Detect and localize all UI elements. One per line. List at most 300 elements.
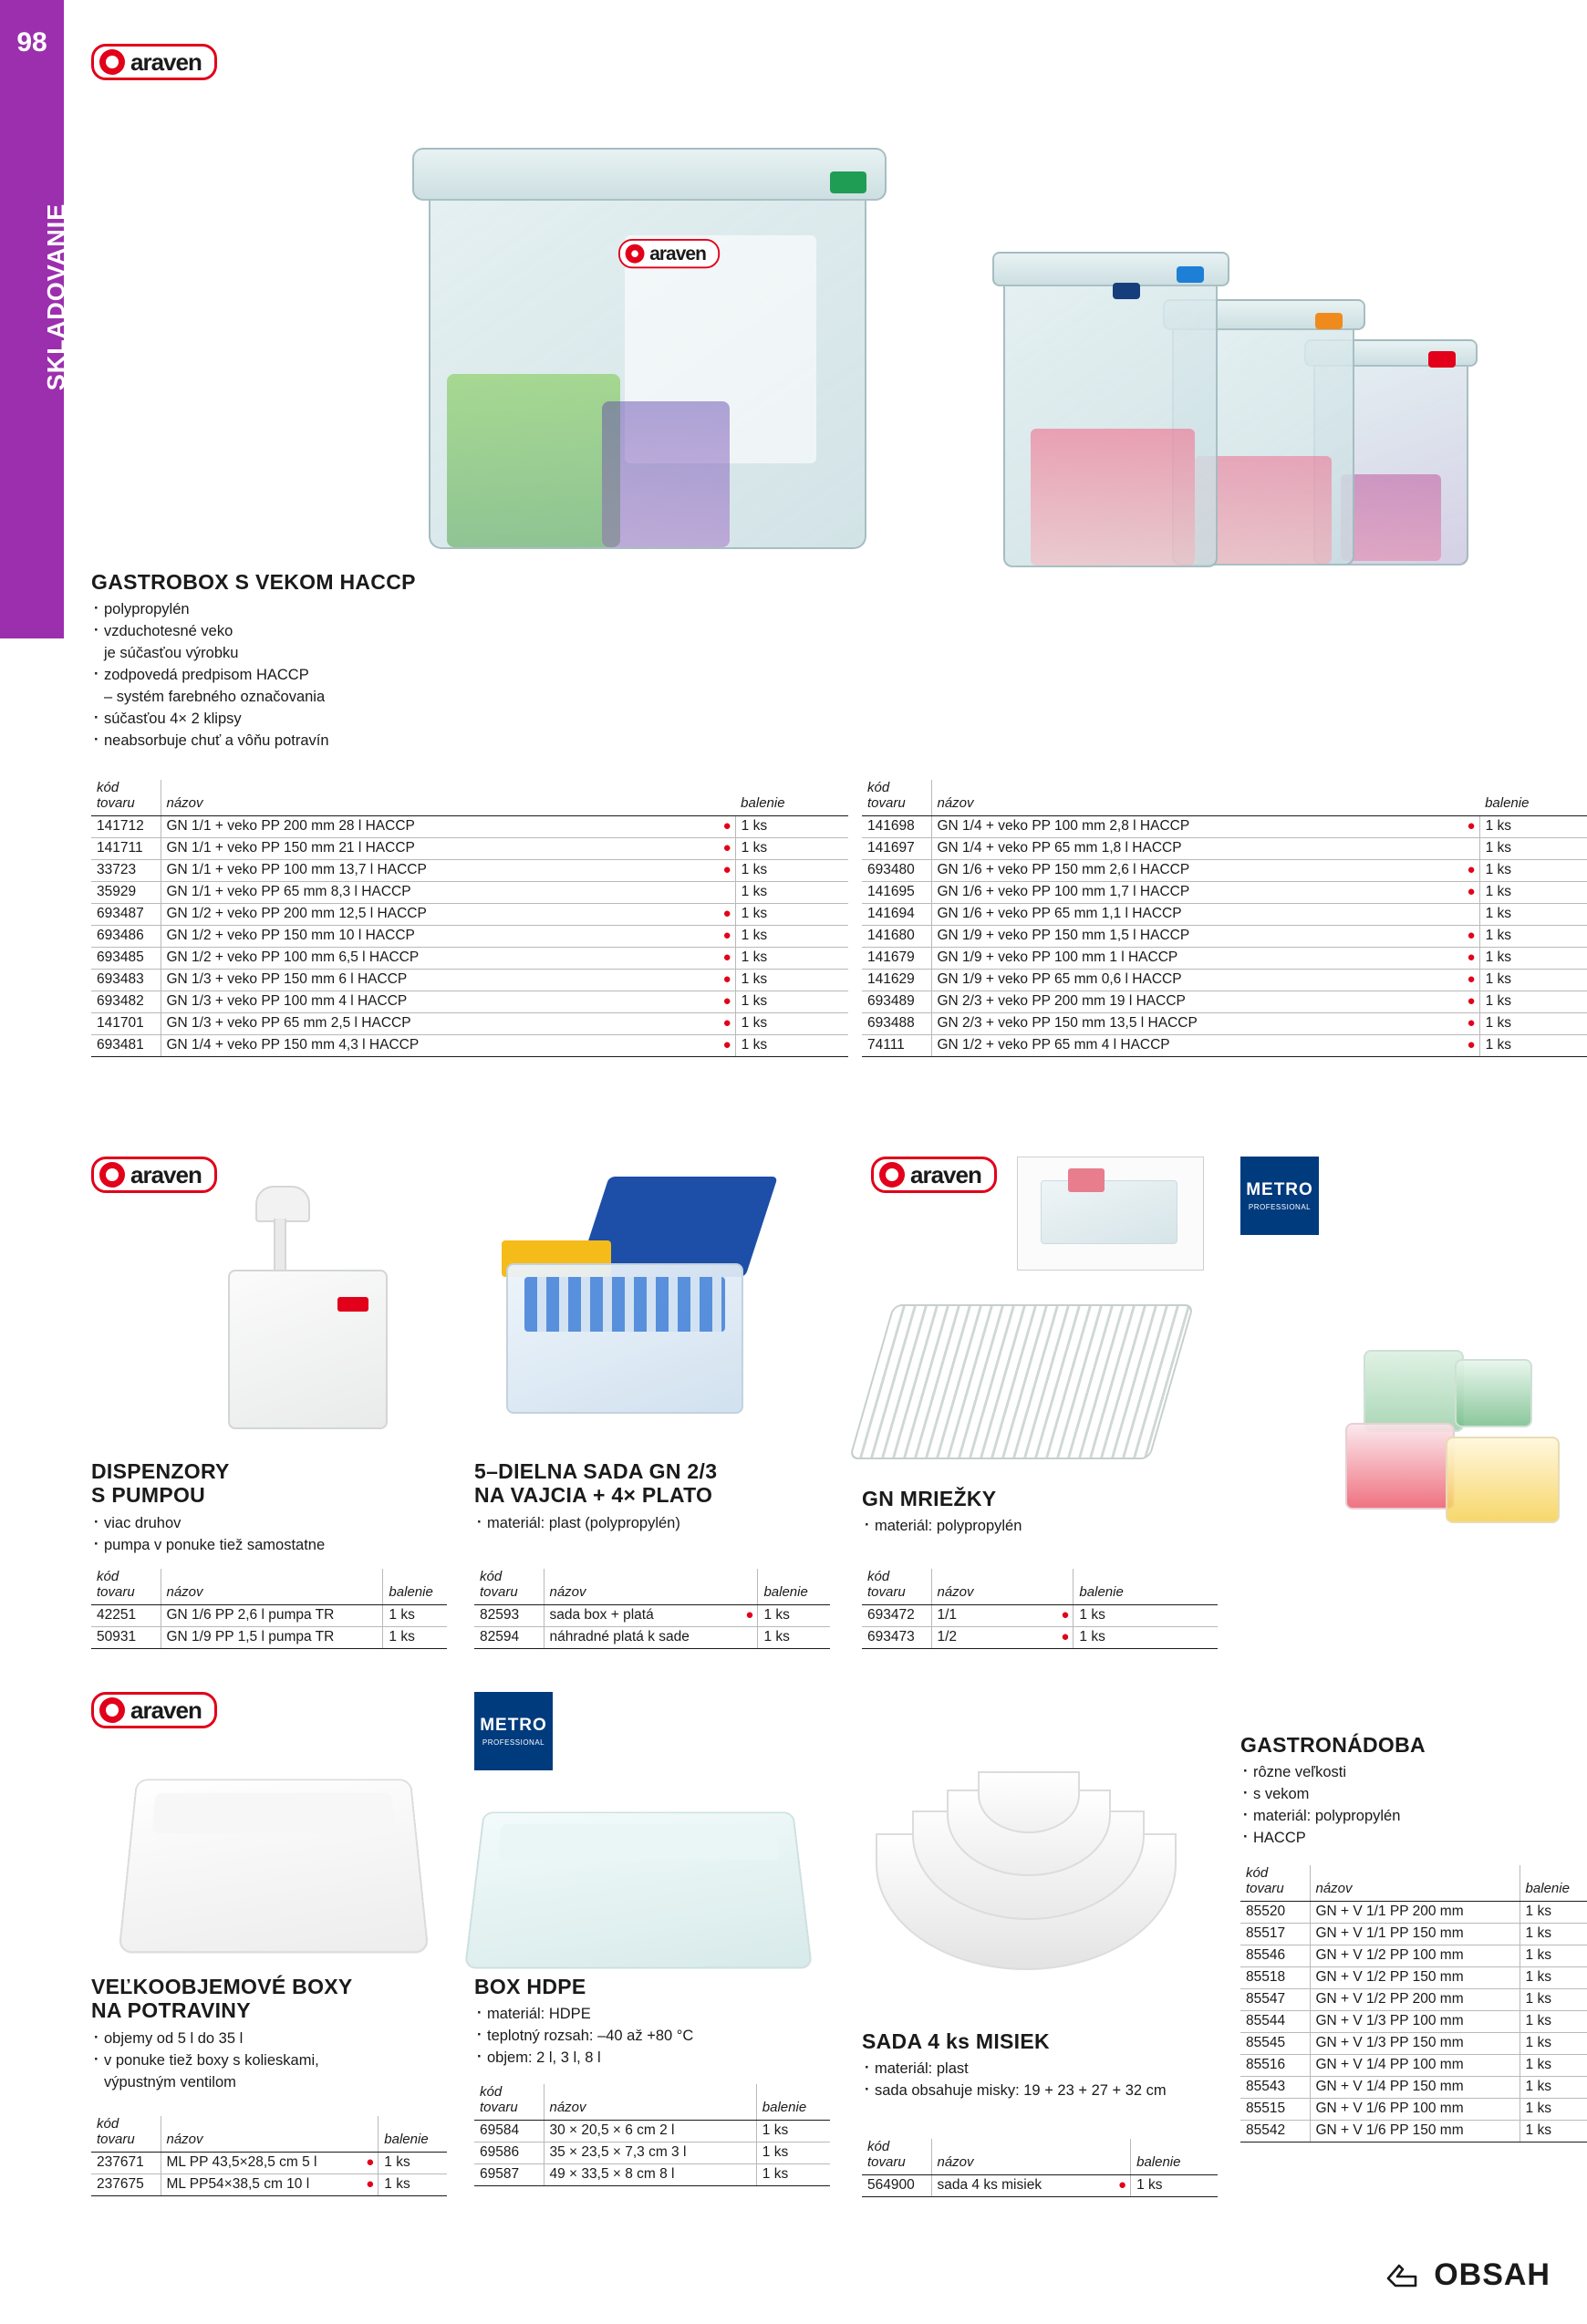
section-tab [0, 0, 70, 638]
cell-marker: ● [1462, 1012, 1480, 1034]
bullet: · materiál: plast (polypropylén) [474, 1513, 784, 1535]
table-row [1240, 2076, 1587, 2098]
velkoobjemove-info [91, 1975, 401, 2094]
cell-marker [1462, 903, 1480, 925]
gastronadoba-info [1240, 1733, 1560, 1850]
misky-rows [862, 2174, 1218, 2196]
sada-gn23-title: 5–DIELNA SADA GN 2/3 NA VAJCIA + 4× PLATO [474, 1459, 718, 1508]
cell-nazov: 30 × 20,5 × 6 cm 2 l [544, 2120, 740, 2142]
table-row [91, 1012, 848, 1034]
table-row [91, 1626, 447, 1648]
cell-nazov: náhradné platá k sade [544, 1626, 740, 1648]
cell-balenie: 1 ks [379, 2152, 447, 2174]
cell-balenie: 1 ks [1479, 881, 1587, 903]
cell-marker [367, 1626, 383, 1648]
cell-kod: 82594 [474, 1626, 544, 1648]
table-row [862, 1034, 1587, 1056]
araven-wordmark: araven [130, 1160, 202, 1188]
cell-balenie: 1 ks [1520, 1901, 1587, 1923]
table-row [91, 837, 848, 859]
cell-kod: 69586 [474, 2142, 544, 2163]
cell-balenie: 1 ks [1520, 1966, 1587, 1988]
table-row [862, 947, 1587, 969]
cell-balenie: 1 ks [1520, 1945, 1587, 1966]
metro-wordmark: METRO [480, 1715, 547, 1735]
table-row [862, 1626, 1218, 1648]
cell-marker: ● [360, 2174, 379, 2195]
cell-kod: 693487 [91, 903, 161, 925]
cell-kod: 69587 [474, 2163, 544, 2185]
table-row [862, 925, 1587, 947]
cell-balenie: 1 ks [1131, 2174, 1218, 2196]
cell-kod: 85546 [1240, 1945, 1310, 1966]
sada-gn23-bullets [474, 1513, 784, 1535]
cell-marker: ● [360, 2152, 379, 2174]
bullet: · objem: 2 l, 3 l, 8 l [474, 2048, 784, 2070]
cell-nazov: GN 1/2 + veko PP 200 mm 12,5 l HACCP [161, 903, 718, 925]
velkoobjemove-rows [91, 2152, 447, 2195]
cell-kod: 50931 [91, 1626, 161, 1648]
table-row [91, 815, 848, 837]
table-row [1240, 1901, 1587, 1923]
th-dot [740, 2084, 756, 2120]
cell-balenie: 1 ks [1520, 2098, 1587, 2120]
obsah-link[interactable] [1383, 2257, 1551, 2293]
th-dot [718, 780, 736, 815]
th-kod: kód tovaru [1240, 1865, 1310, 1901]
cell-nazov: GN + V 1/6 PP 150 mm [1310, 2120, 1503, 2142]
cell-balenie: 1 ks [1520, 2010, 1587, 2032]
cell-nazov: GN + V 1/4 PP 150 mm [1310, 2076, 1503, 2098]
bullet: – systém farebného označovania [104, 689, 326, 706]
cell-nazov: GN 1/6 + veko PP 150 mm 2,6 l HACCP [931, 859, 1462, 881]
cell-marker [1503, 1988, 1520, 2010]
cell-marker [1462, 837, 1480, 859]
bullet: výpustným ventilom [104, 2073, 236, 2091]
bullet: · HACCP [1240, 1828, 1560, 1850]
gn-grid-photo [849, 1304, 1195, 1459]
cell-nazov: GN 1/9 + veko PP 65 mm 0,6 l HACCP [931, 969, 1462, 991]
dispenzory-bullets [91, 1513, 392, 1557]
cell-nazov: ML PP 43,5×28,5 cm 5 l [161, 2152, 360, 2174]
mriezky-table [862, 1569, 1218, 1649]
cell-kod: 85517 [1240, 1923, 1310, 1945]
cell-kod: 85516 [1240, 2054, 1310, 2076]
table-row [1240, 2032, 1587, 2054]
cell-marker [1503, 2076, 1520, 2098]
table-row [1240, 1988, 1587, 2010]
cell-nazov: GN 1/6 + veko PP 65 mm 1,1 l HACCP [931, 903, 1462, 925]
cell-kod: 141697 [862, 837, 931, 859]
box-hdpe-photo [464, 1811, 813, 1968]
cell-marker: ● [1462, 881, 1480, 903]
cell-balenie: 1 ks [735, 903, 848, 925]
cell-kod: 141695 [862, 881, 931, 903]
boxhdpe-rows [474, 2120, 830, 2185]
cell-marker: ● [1462, 1034, 1480, 1056]
boxhdpe-table [474, 2084, 830, 2186]
cell-nazov: 1/1 [931, 1604, 1055, 1626]
cell-kod: 85520 [1240, 1901, 1310, 1923]
cell-nazov: sada box + platá [544, 1604, 740, 1626]
table-row [91, 925, 848, 947]
araven-mark-icon [99, 49, 125, 75]
bullet: · s vekom [1240, 1784, 1560, 1806]
gn-grid-inset-photo [1017, 1157, 1204, 1271]
section-name: SKLADOVANIE [42, 202, 70, 391]
cell-nazov: GN 1/2 + veko PP 65 mm 4 l HACCP [931, 1034, 1462, 1056]
th-nazov: názov [161, 1569, 367, 1604]
table-row [91, 881, 848, 903]
th-nazov: názov [931, 1569, 1055, 1604]
cell-balenie: 1 ks [735, 881, 848, 903]
cell-marker: ● [1462, 991, 1480, 1012]
boxhdpe-info [474, 1975, 784, 2070]
cell-nazov: GN 2/3 + veko PP 150 mm 13,5 l HACCP [931, 1012, 1462, 1034]
table-row [91, 1604, 447, 1626]
th-balenie: balenie [383, 1569, 447, 1604]
dispenser-photo [201, 1186, 438, 1450]
araven-wordmark: araven [649, 242, 706, 265]
th-balenie: balenie [1479, 780, 1587, 815]
cell-nazov: GN + V 1/3 PP 100 mm [1310, 2010, 1503, 2032]
metro-badge-mriezky [1240, 1157, 1319, 1235]
cell-kod: 141712 [91, 815, 161, 837]
metro-badge-boxhdpe [474, 1692, 553, 1770]
gastrobox-info [91, 570, 420, 752]
table-row [1240, 2010, 1587, 2032]
th-kod: kód tovaru [474, 2084, 544, 2120]
cell-balenie: 1 ks [1479, 1012, 1587, 1034]
cell-marker: ● [1055, 1604, 1074, 1626]
bullet: · materiál: polypropylén [862, 1516, 1163, 1538]
cell-balenie: 1 ks [735, 947, 848, 969]
cell-kod: 141694 [862, 903, 931, 925]
cell-balenie: 1 ks [735, 837, 848, 859]
obsah-label: OBSAH [1434, 2257, 1551, 2292]
cell-marker [1503, 2010, 1520, 2032]
cell-marker: ● [718, 837, 736, 859]
cell-kod: 693480 [862, 859, 931, 881]
cell-balenie: 1 ks [1479, 903, 1587, 925]
th-balenie: balenie [735, 780, 848, 815]
cell-balenie: 1 ks [1479, 947, 1587, 969]
cell-marker: ● [718, 1034, 736, 1056]
cell-nazov: GN 1/3 + veko PP 65 mm 2,5 l HACCP [161, 1012, 718, 1034]
table-row [474, 1626, 830, 1648]
th-kod: kód tovaru [862, 2139, 931, 2174]
th-balenie: balenie [379, 2116, 447, 2152]
cell-nazov: GN 1/4 + veko PP 150 mm 4,3 l HACCP [161, 1034, 718, 1056]
dispenzory-table [91, 1569, 447, 1649]
velkoobjemove-table [91, 2116, 447, 2196]
araven-logo-top [91, 44, 217, 80]
th-kod: kód tovaru [474, 1569, 544, 1604]
cell-nazov: GN 1/9 + veko PP 100 mm 1 l HACCP [931, 947, 1462, 969]
cell-marker: ● [1462, 815, 1480, 837]
bullet: · zodpovedá predpisom HACCP [91, 665, 420, 687]
cell-balenie: 1 ks [383, 1626, 447, 1648]
th-dot [1055, 1569, 1074, 1604]
cell-balenie: 1 ks [756, 2120, 830, 2142]
cell-kod: 693485 [91, 947, 161, 969]
dispenzory-title: DISPENZORY S PUMPOU [91, 1459, 230, 1508]
table-row [862, 859, 1587, 881]
bullet: je súčasťou výrobku [104, 645, 239, 662]
cell-nazov: GN + V 1/2 PP 200 mm [1310, 1988, 1503, 2010]
cell-nazov: GN 1/2 + veko PP 100 mm 6,5 l HACCP [161, 947, 718, 969]
metro-subtitle: PROFESSIONAL [482, 1738, 545, 1747]
metro-subtitle: PROFESSIONAL [1248, 1202, 1312, 1211]
cell-nazov: GN 1/2 + veko PP 150 mm 10 l HACCP [161, 925, 718, 947]
dispenzory-rows [91, 1604, 447, 1648]
table-row [91, 903, 848, 925]
misky-title: SADA 4 ks MISIEK [862, 2029, 1050, 2053]
araven-logo-dispenzory [91, 1157, 217, 1193]
th-nazov: názov [1310, 1865, 1503, 1901]
table-row [1240, 1966, 1587, 1988]
cell-balenie: 1 ks [1520, 2032, 1587, 2054]
cell-kod: 141701 [91, 1012, 161, 1034]
table-row [91, 991, 848, 1012]
cell-balenie: 1 ks [379, 2174, 447, 2195]
cell-kod: 141680 [862, 925, 931, 947]
th-dot [1503, 1865, 1520, 1901]
cell-marker [740, 2120, 756, 2142]
gastrobox-photo [392, 128, 1468, 711]
cell-marker: ● [1462, 947, 1480, 969]
cell-nazov: GN 1/3 + veko PP 100 mm 4 l HACCP [161, 991, 718, 1012]
cell-nazov: GN 1/6 + veko PP 100 mm 1,7 l HACCP [931, 881, 1462, 903]
cell-kod: 85543 [1240, 2076, 1310, 2098]
cell-kod: 237671 [91, 2152, 161, 2174]
table-row [862, 991, 1587, 1012]
cell-balenie: 1 ks [1520, 1923, 1587, 1945]
mriezky-rows [862, 1604, 1218, 1648]
cell-kod: 564900 [862, 2174, 931, 2196]
cell-marker [740, 1626, 758, 1648]
cell-nazov: GN 1/4 + veko PP 100 mm 2,8 l HACCP [931, 815, 1462, 837]
cell-balenie: 1 ks [735, 925, 848, 947]
th-balenie: balenie [1074, 1569, 1218, 1604]
gastrobox-right-rows [862, 815, 1587, 1056]
bullet: · rôzne veľkosti [1240, 1762, 1560, 1784]
gastrobox-bullets [91, 599, 420, 752]
cell-balenie: 1 ks [1520, 2120, 1587, 2142]
mriezky-bullets [862, 1516, 1163, 1538]
araven-wordmark: araven [910, 1160, 981, 1188]
cell-marker: ● [718, 859, 736, 881]
boxhdpe-bullets [474, 2004, 784, 2070]
egg-set-photo [474, 1177, 821, 1450]
th-dot [1113, 2139, 1131, 2174]
cell-marker: ● [740, 1604, 758, 1626]
sada-gn23-table [474, 1569, 830, 1649]
table-row [91, 2152, 447, 2174]
hand-pointer-icon [1383, 2258, 1423, 2293]
table-row [1240, 2120, 1587, 2142]
cell-nazov: GN 1/4 + veko PP 65 mm 1,8 l HACCP [931, 837, 1462, 859]
table-row [474, 2163, 830, 2185]
table-row [862, 1604, 1218, 1626]
cell-kod: 42251 [91, 1604, 161, 1626]
cell-marker: ● [718, 991, 736, 1012]
cell-marker [740, 2163, 756, 2185]
cell-marker [718, 881, 736, 903]
mriezky-info [862, 1487, 1163, 1538]
table-row [91, 2174, 447, 2195]
dispenzory-info [91, 1459, 392, 1557]
bullet: · súčasťou 4× 2 klipsy [91, 709, 420, 731]
th-kod: kód tovaru [91, 780, 161, 815]
table-row [862, 2174, 1218, 2196]
cell-balenie: 1 ks [383, 1604, 447, 1626]
cell-nazov: GN + V 1/4 PP 100 mm [1310, 2054, 1503, 2076]
th-nazov: názov [161, 2116, 360, 2152]
table-row [862, 903, 1587, 925]
cell-nazov: GN + V 1/6 PP 100 mm [1310, 2098, 1503, 2120]
bullet: · neabsorbuje chuť a vôňu potravín [91, 731, 420, 752]
cell-balenie: 1 ks [756, 2142, 830, 2163]
bullet: · viac druhov [91, 1513, 392, 1535]
cell-marker: ● [1462, 925, 1480, 947]
cell-balenie: 1 ks [1479, 991, 1587, 1012]
bullet: · materiál: polypropylén [1240, 1806, 1560, 1828]
cell-balenie: 1 ks [758, 1604, 830, 1626]
cell-kod: 33723 [91, 859, 161, 881]
cell-kod: 85544 [1240, 2010, 1310, 2032]
cell-nazov: GN 1/6 PP 2,6 l pumpa TR [161, 1604, 367, 1626]
cell-marker [367, 1604, 383, 1626]
cell-marker [1503, 2032, 1520, 2054]
cell-kod: 693489 [862, 991, 931, 1012]
cell-kod: 237675 [91, 2174, 161, 2195]
gastronadoba-table [1240, 1865, 1587, 2142]
cell-marker: ● [718, 925, 736, 947]
cell-balenie: 1 ks [1479, 1034, 1587, 1056]
bullet: · materiál: plast [862, 2059, 1208, 2080]
cell-marker: ● [1055, 1626, 1074, 1648]
gastrobox-left-rows [91, 815, 848, 1056]
araven-mark-icon [99, 1697, 125, 1723]
misky-bullets [862, 2059, 1208, 2102]
cell-balenie: 1 ks [1479, 837, 1587, 859]
table-row [1240, 2054, 1587, 2076]
th-nazov: názov [161, 780, 718, 815]
th-nazov: názov [931, 780, 1462, 815]
bullet: · pumpa v ponuke tiež samostatne [91, 1535, 392, 1557]
velkoobjemove-bullets [91, 2028, 401, 2094]
cell-balenie: 1 ks [756, 2163, 830, 2185]
table-row [862, 881, 1587, 903]
page-number: 98 [16, 27, 47, 57]
gastrobox-table-left [91, 780, 848, 1057]
velkoobjemovy-box-photo [118, 1779, 429, 1953]
cell-balenie: 1 ks [1479, 859, 1587, 881]
table-row [474, 1604, 830, 1626]
cell-balenie: 1 ks [735, 969, 848, 991]
cell-nazov: GN 1/3 + veko PP 150 mm 6 l HACCP [161, 969, 718, 991]
cell-balenie: 1 ks [735, 815, 848, 837]
cell-marker: ● [1462, 859, 1480, 881]
th-balenie: balenie [1131, 2139, 1218, 2174]
cell-kod: 141679 [862, 947, 931, 969]
cell-nazov: GN 2/3 + veko PP 200 mm 19 l HACCP [931, 991, 1462, 1012]
gastrobox-title: GASTROBOX S VEKOM HACCP [91, 570, 416, 594]
cell-nazov: GN + V 1/1 PP 200 mm [1310, 1901, 1503, 1923]
th-dot [360, 2116, 379, 2152]
cell-balenie: 1 ks [1520, 1988, 1587, 2010]
th-nazov: názov [931, 2139, 1113, 2174]
cell-balenie: 1 ks [1520, 2076, 1587, 2098]
table-row [474, 2120, 830, 2142]
table-row [862, 837, 1587, 859]
cell-kod: 141629 [862, 969, 931, 991]
bullet: · polypropylén [91, 599, 420, 621]
cell-nazov: GN + V 1/3 PP 150 mm [1310, 2032, 1503, 2054]
cell-marker [1503, 2054, 1520, 2076]
cell-kod: 693483 [91, 969, 161, 991]
cell-nazov: GN 1/1 + veko PP 150 mm 21 l HACCP [161, 837, 718, 859]
cell-balenie: 1 ks [1074, 1626, 1218, 1648]
boxhdpe-title: BOX HDPE [474, 1975, 586, 1998]
cell-kod: 693488 [862, 1012, 931, 1034]
th-kod: kód tovaru [862, 1569, 931, 1604]
table-row [862, 969, 1587, 991]
cell-marker [1503, 1966, 1520, 1988]
cell-marker [740, 2142, 756, 2163]
cell-marker: ● [718, 1012, 736, 1034]
table-row [91, 969, 848, 991]
cell-marker [1503, 1923, 1520, 1945]
cell-nazov: GN 1/1 + veko PP 200 mm 28 l HACCP [161, 815, 718, 837]
bullet: · objemy od 5 l do 35 l [91, 2028, 401, 2050]
cell-nazov: 1/2 [931, 1626, 1055, 1648]
cell-nazov: ML PP54×38,5 cm 10 l [161, 2174, 360, 2195]
misky-photo [866, 1760, 1195, 1988]
cell-kod: 85518 [1240, 1966, 1310, 1988]
cell-marker: ● [718, 969, 736, 991]
th-balenie: balenie [758, 1569, 830, 1604]
cell-kod: 693481 [91, 1034, 161, 1056]
misky-table [862, 2139, 1218, 2197]
th-nazov: názov [544, 2084, 740, 2120]
araven-mark-icon [879, 1162, 905, 1188]
gastronadoba-rows [1240, 1901, 1587, 2142]
bullet: · vzduchotesné veko [91, 621, 420, 643]
bullet: · materiál: HDPE [474, 2004, 784, 2026]
cell-nazov: sada 4 ks misiek [931, 2174, 1113, 2196]
araven-mark-icon [99, 1162, 125, 1188]
cell-nazov: GN 1/9 + veko PP 150 mm 1,5 l HACCP [931, 925, 1462, 947]
cell-balenie: 1 ks [758, 1626, 830, 1648]
cell-kod: 85547 [1240, 1988, 1310, 2010]
cell-marker: ● [1462, 969, 1480, 991]
cell-balenie: 1 ks [1074, 1604, 1218, 1626]
araven-mark-icon [626, 244, 645, 264]
araven-wordmark: araven [130, 1696, 202, 1724]
cell-balenie: 1 ks [1520, 2054, 1587, 2076]
cell-nazov: 35 × 23,5 × 7,3 cm 3 l [544, 2142, 740, 2163]
sada-gn23-rows [474, 1604, 830, 1648]
th-balenie: balenie [756, 2084, 830, 2120]
th-kod: kód tovaru [91, 2116, 161, 2152]
cell-marker [1503, 2120, 1520, 2142]
cell-kod: 693482 [91, 991, 161, 1012]
sada-gn23-info [474, 1459, 784, 1535]
gastronadoba-title: GASTRONÁDOBA [1240, 1733, 1426, 1757]
table-row [91, 859, 848, 881]
